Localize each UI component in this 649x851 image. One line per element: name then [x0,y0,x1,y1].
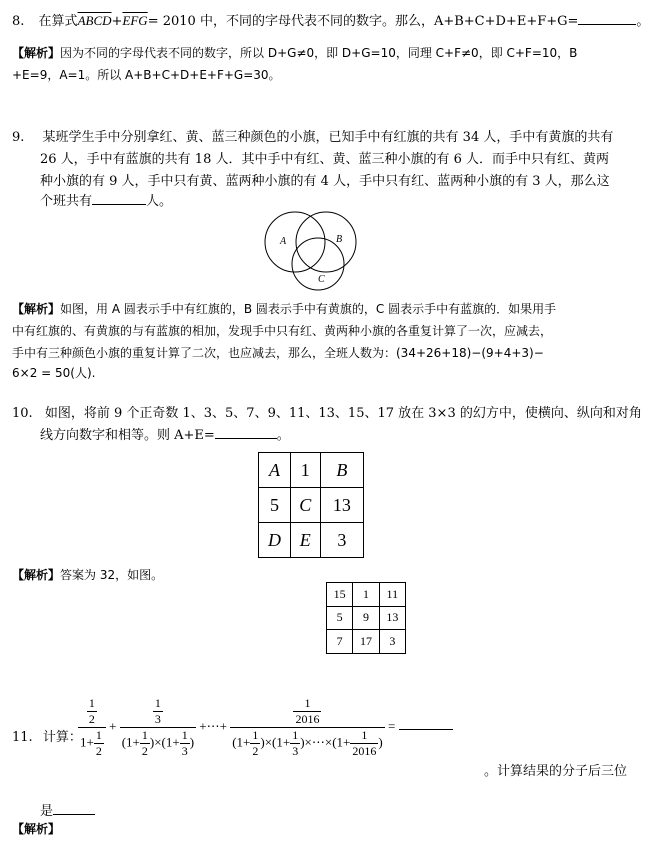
q9-analysis-line4: 6×2 = 50(人). [12,366,96,380]
q9-text-line2: 26 人，手中有蓝旗的共有 18 人．其中手中有红、黄、蓝三种小旗的有 6 人．而手中只有红、黄两 [40,152,610,167]
q11-term3-den-frac2 [290,728,300,759]
q9-analysis-3 [12,344,544,361]
q10-text-line2b: 。 [276,428,290,443]
answer-square [326,582,406,654]
q9-answer-blank[interactable] [92,192,146,205]
q11-term2-den-c: ) [189,734,195,750]
q8-overline-abcd: ABCD [77,13,112,28]
q8-analysis-line2: +E=9，A=1。所以 A+B+C+D+E+F+G=30。 [12,68,281,82]
q11-term3-num-top: 1 [293,696,321,712]
q9-line2 [40,148,609,167]
q11-answer-blank[interactable] [399,717,453,730]
q11-number-lead [12,726,82,745]
answer-square-cell: 13 [379,606,405,630]
answer-square-cell: 9 [353,606,379,630]
q11-term3-num-frac [293,696,321,727]
q11-term1-num-frac [87,696,97,727]
venn-circle-a [265,212,325,272]
q11-term1-den-a: 1+ [80,734,94,750]
answer-square-cell: 17 [353,630,379,654]
q11-term2-num-frac [153,696,163,727]
q11-term1-denominator [78,728,106,759]
magic-square-cell: A [259,453,291,488]
q9-text-line1: 某班学生手中分别拿红、黄、蓝三种颜色的小旗，已知手中有红旗的共有 34 人，手中有黄旗的共有 [42,130,614,145]
q11-equals: = [387,718,396,734]
magic-square-cell: D [259,523,291,558]
q11-line2 [40,800,95,819]
q11-term3-df3-top: 1 [350,728,378,744]
q11-term3-den-a: (1+ [232,734,251,750]
answer-square-cell: 3 [379,630,405,654]
q11-term3-den-frac3 [350,728,378,759]
q11-term1-num-bot: 2 [88,712,95,726]
q10-line2 [40,424,290,443]
q8-analysis-tag: 【解析】 [12,46,61,60]
q8-question [12,10,649,29]
q8-text-b: = 2010 中，不同的字母代表不同的数字。那么，A+B+C+D+E+F+G= [147,14,579,29]
answer-square-cell: 7 [327,630,353,654]
q11-term2-df1-top: 1 [141,728,148,742]
magic-square-cell: E [290,523,320,558]
q8-end: 。 [636,14,649,29]
q11-term1-den-bot: 2 [95,744,102,758]
q9-number: 9. [12,130,25,145]
q11-term3-df1-bot: 2 [252,744,259,758]
q9-line3 [40,170,610,189]
q8-analysis-cont [12,66,281,83]
q11-term3-df1-top: 1 [252,728,259,742]
q9-text-line4b: 人。 [146,194,173,209]
q10-text-line2a: 线方向数字和相等。则 A+E= [40,428,215,443]
q11-term2-df1-bot: 2 [141,744,148,758]
q11-term1-num-top: 1 [88,696,95,710]
venn-diagram [262,212,362,294]
magic-square-cell: 3 [320,523,363,558]
q11-ellipsis: +⋯+ [199,718,227,734]
answer-square-cell: 15 [327,583,353,607]
venn-label-c: C [318,274,325,285]
q10-analysis-tag: 【解析】 [12,568,61,582]
q8-analysis-line1: 因为不同的字母代表不同的数字，所以 D+G≠0，即 D+G=10，同理 C+F≠0，即 C+F=10，B [60,46,578,60]
q9-line4 [40,190,172,209]
q11-term2-den-frac2 [180,728,190,759]
q8-text-a: 在算式 [38,14,78,29]
q11-answer-blank-2[interactable] [53,802,95,815]
q8-plus: + [111,14,123,29]
q11-line2-text: 是 [40,804,54,819]
q11-term3-den-b: )×(1+ [260,734,291,750]
answer-square-cell: 1 [353,583,379,607]
q11-term2-df2-bot: 3 [181,744,188,758]
q11-term3-den-c: )×⋯×(1+ [300,734,351,750]
q9-analysis-line3: 手中有三种颜色小旗的重复计算了二次，也应减去，那么，全班人数为：(34+26+18)−(9+4+3)− [12,346,544,360]
q11-term2-num-top: 1 [154,696,161,710]
q8-overline-efg: $\overline{EFG}$ [122,13,148,28]
q8-analysis [12,44,577,61]
magic-square-cell: C [290,488,320,523]
answer-square-cell: 5 [327,606,353,630]
q10-answer-blank[interactable] [215,426,277,439]
q9-analysis-1 [12,300,556,317]
q11-expression [78,696,453,759]
q10-analysis-text: 答案为 32，如图。 [60,568,164,582]
q9-analysis-line2: 中有红旗的、有黄旗的与有蓝旗的相加，发现手中只有红、黄两种小旗的各重复计算了一次，应减去， [12,324,553,338]
q11-plus: + [109,718,117,734]
venn-label-b: B [336,234,343,245]
q11-term3-den-d: ) [378,734,383,750]
q9-analysis-line1: 如图，用 A 圆表示手中有红旗的，B 圆表示手中有黄旗的，C 圆表示手中有蓝旗的．如果用手 [60,302,557,316]
q11-term1-numerator [78,696,106,728]
q11-analysis [12,820,60,837]
q9-analysis-2 [12,322,552,339]
q11-lead: 计算： [42,730,82,745]
q11-term2-num-bot: 3 [154,712,161,726]
q11-term3-den-frac1 [250,728,260,759]
q11-term1 [78,696,106,759]
q11-term3-num-bot: 2016 [295,712,320,726]
q11-term1-den-top: 1 [95,728,102,742]
q11-tail-text: 。计算结果的分子后三位 [484,764,628,779]
q11-term3-numerator [230,696,385,728]
q9-text-line3: 种小旗的有 9 人，手中只有黄、蓝两种小旗的有 4 人，手中只有红、蓝两种小旗的有 3 人，那么这 [40,174,610,189]
q11-term3-df3-bot: 2016 [352,744,377,758]
q10-line1 [12,402,642,421]
q10-text-line1: 如图，将前 9 个正奇数 1、3、5、7、9、11、13、15、17 放在 3×3 的幻方中，使横向、纵向和对角 [44,406,642,421]
q11-term2-numerator [120,696,196,728]
q9-analysis-4 [12,364,95,381]
q9-text-line4a: 个班共有 [40,194,93,209]
magic-square [258,452,364,558]
magic-square-cell: 1 [290,453,320,488]
q11-term3-denominator [230,728,385,759]
magic-square-cell: 13 [320,488,363,523]
q11-term2-den-frac1 [140,728,150,759]
q10-analysis [12,566,163,583]
q11-analysis-tag: 【解析】 [12,822,61,836]
q9-line1 [12,126,613,145]
q9-analysis-tag: 【解析】 [12,302,61,316]
magic-square-cell: B [320,453,363,488]
q11-term2-den-b: )×(1+ [149,734,180,750]
magic-square-cell: 5 [259,488,291,523]
q11-number: 11. [12,730,33,745]
q11-term1-den-frac [94,728,104,759]
q11-term3-df2-bot: 3 [292,744,299,758]
q11-term2 [120,696,196,759]
q11-term3 [230,696,385,759]
q10-number: 10. [12,406,33,421]
q8-number: 8. [12,14,25,29]
q11-tail [484,760,627,779]
q11-term2-df2-top: 1 [181,728,188,742]
q11-term2-den-a: (1+ [121,734,140,750]
q11-term2-denominator [120,728,196,759]
q11-term3-df2-top: 1 [292,728,299,742]
q8-answer-blank[interactable] [578,12,636,25]
answer-square-cell: 11 [379,583,405,607]
venn-label-a: A [280,236,287,247]
